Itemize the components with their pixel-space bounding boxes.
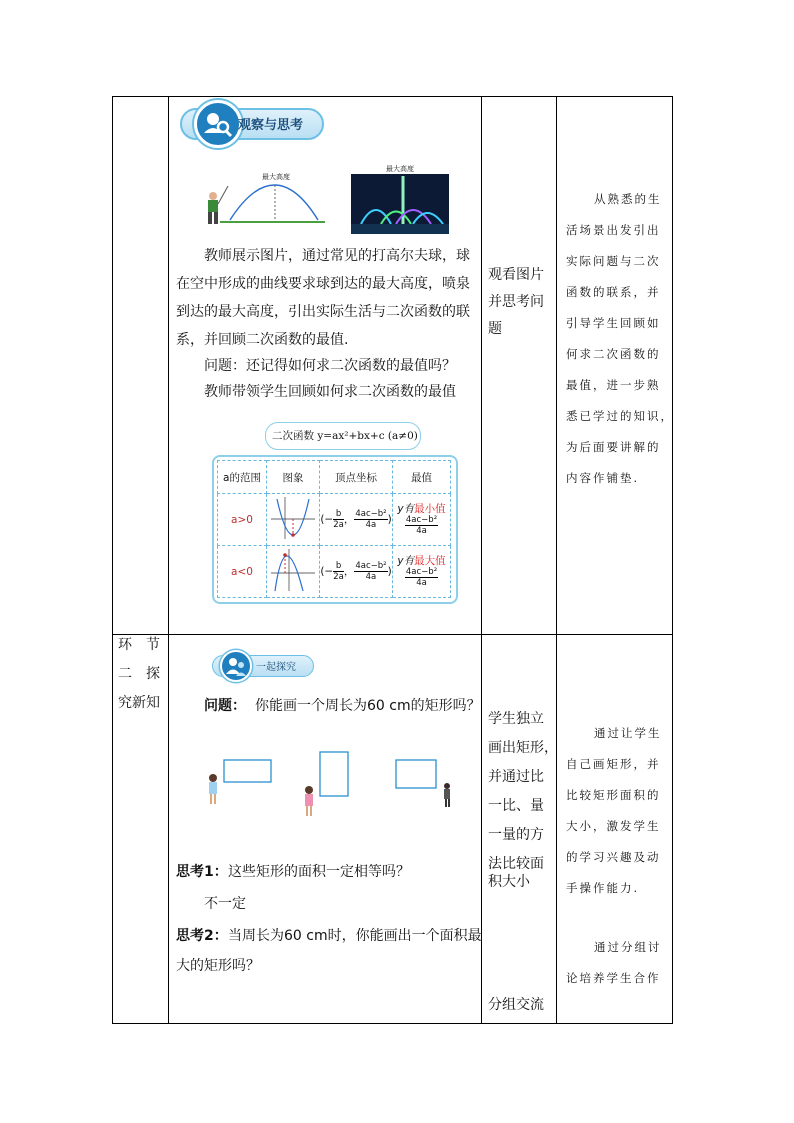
answer1-text: 不一定	[204, 896, 246, 912]
table-border-bottom	[112, 1023, 673, 1024]
row2-intent-4: 大小，激发学生	[566, 819, 661, 833]
row1-intent-7: 最值，进一步熟	[566, 378, 661, 392]
think1-label: 思考1：	[176, 864, 228, 880]
section-banner-label: 观察与思考	[238, 118, 304, 133]
row1-intent-8: 悉已学过的知识，	[566, 409, 674, 423]
extreme-prefix: y有	[397, 503, 415, 515]
row2-student-activity-7: 积大小	[488, 874, 530, 890]
row2-student-activity-6: 法比较面	[488, 856, 544, 872]
golf-caption: 最大高度	[262, 173, 290, 181]
review-text: 教师带领学生回顾如何求二次函数的最值	[204, 384, 456, 400]
row1-student-activity-2: 并思考问	[488, 294, 544, 310]
intro-paragraph-line-3: 到达的最大高度，引出实际生活与二次函数的联	[176, 304, 470, 320]
a-positive-range: a>0	[218, 494, 267, 546]
table-border-right	[672, 96, 673, 1024]
row1-intent-2: 活场景出发引出	[566, 223, 661, 237]
row1-student-activity-1: 观看图片	[488, 267, 544, 283]
table-col-divider-2	[481, 96, 482, 1024]
extreme-min: y有最小值 4ac−b² 4a	[393, 494, 451, 546]
intro-paragraph-line-1: 教师展示图片，通过常见的打高尔夫球，球	[204, 248, 470, 264]
explore-banner-label: 一起探究	[256, 662, 296, 673]
row1-intent-4: 函数的联系，并	[566, 285, 661, 299]
fountain-image	[351, 174, 449, 234]
extreme-max: y有最大值 4ac−b² 4a	[393, 546, 451, 598]
vertex-coordinate-max: (− b 2a， 4ac−b² 4a )	[320, 546, 393, 598]
stage-label-3: 究新知	[118, 695, 160, 711]
upward-parabola-graph	[267, 494, 320, 546]
table-border-left	[112, 96, 113, 1024]
row2-intent-5: 的学习兴趣及动	[566, 850, 661, 864]
row1-intent-9: 为后面要讲解的	[566, 440, 661, 454]
row2-student-activity-2: 画出矩形，	[488, 740, 558, 756]
row2-student-activity-5: 一量的方	[488, 827, 544, 843]
problem-text: 你能画一个周长为60 cm的矩形吗？	[255, 698, 481, 714]
think2-text-line-2: 大的矩形吗？	[176, 958, 260, 974]
intro-paragraph-line-4: 系，并回顾二次函数的最值.	[176, 332, 349, 348]
explore-people-icon	[220, 650, 252, 682]
think2-label: 思考2：	[176, 928, 228, 944]
row1-intent-10: 内容作铺垫.	[566, 471, 640, 485]
row2-student-activity-4: 一比、量	[488, 798, 544, 814]
row1-student-activity-3: 题	[488, 321, 502, 337]
row2-student-activity-1: 学生独立	[488, 711, 544, 727]
a-negative-range: a<0	[218, 546, 267, 598]
intro-paragraph-line-2: 在空中形成的曲线要求球到达的最大高度，喷泉	[176, 276, 470, 292]
row2-student-activity-3: 并通过比	[488, 769, 544, 785]
max-value-label: 最大值	[414, 555, 446, 567]
row2-intent-7: 通过分组讨	[594, 940, 662, 954]
quadratic-formula: 二次函数 y=ax²+bx+c (a≠0)	[272, 430, 418, 442]
problem-label: 问题：	[204, 698, 246, 714]
magnifier-icon	[194, 100, 242, 148]
downward-parabola-graph	[267, 546, 320, 598]
table-row-divider	[112, 634, 673, 635]
row2-intent-2: 自己画矩形，并	[566, 757, 661, 771]
header-a-range: a的范围	[218, 461, 267, 494]
row1-intent-5: 引导学生回顾如	[566, 316, 661, 330]
question-text: 问题：还记得如何求二次函数的最值吗？	[204, 358, 456, 374]
stage-label-1: 环 节	[118, 637, 160, 653]
header-vertex: 顶点坐标	[320, 461, 393, 494]
table-border-top	[112, 96, 673, 97]
row2-intent-3: 比较矩形面积的	[566, 788, 661, 802]
row1-intent-1: 从熟悉的生	[594, 192, 662, 206]
header-graph: 图象	[267, 461, 320, 494]
min-value-label: 最小值	[414, 503, 446, 515]
extreme-prefix: y有	[397, 555, 415, 567]
fountain-caption: 最大高度	[386, 165, 414, 173]
rectangles-illustration	[200, 748, 460, 818]
row1-intent-6: 何求二次函数的	[566, 347, 661, 361]
table-col-divider-3	[556, 96, 557, 1024]
think2-text-line-1: 当周长为60 cm时，你能画出一个面积最	[228, 928, 482, 944]
stage-label-2: 二 探	[118, 666, 160, 682]
table-col-divider-1	[168, 96, 169, 1024]
row2-intent-1: 通过让学生	[594, 726, 662, 740]
think1-text: 这些矩形的面积一定相等吗？	[228, 864, 410, 880]
row2-intent-8: 论培养学生合作	[566, 971, 661, 985]
quadratic-extreme-table	[212, 455, 458, 604]
row2-intent-6: 手操作能力.	[566, 881, 640, 895]
row2-student-activity-group: 分组交流	[488, 997, 544, 1013]
header-extreme: 最值	[393, 461, 451, 494]
vertex-coordinate-min: (− b 2a， 4ac−b² 4a )	[320, 494, 393, 546]
row1-intent-3: 实际问题与二次	[566, 254, 661, 268]
